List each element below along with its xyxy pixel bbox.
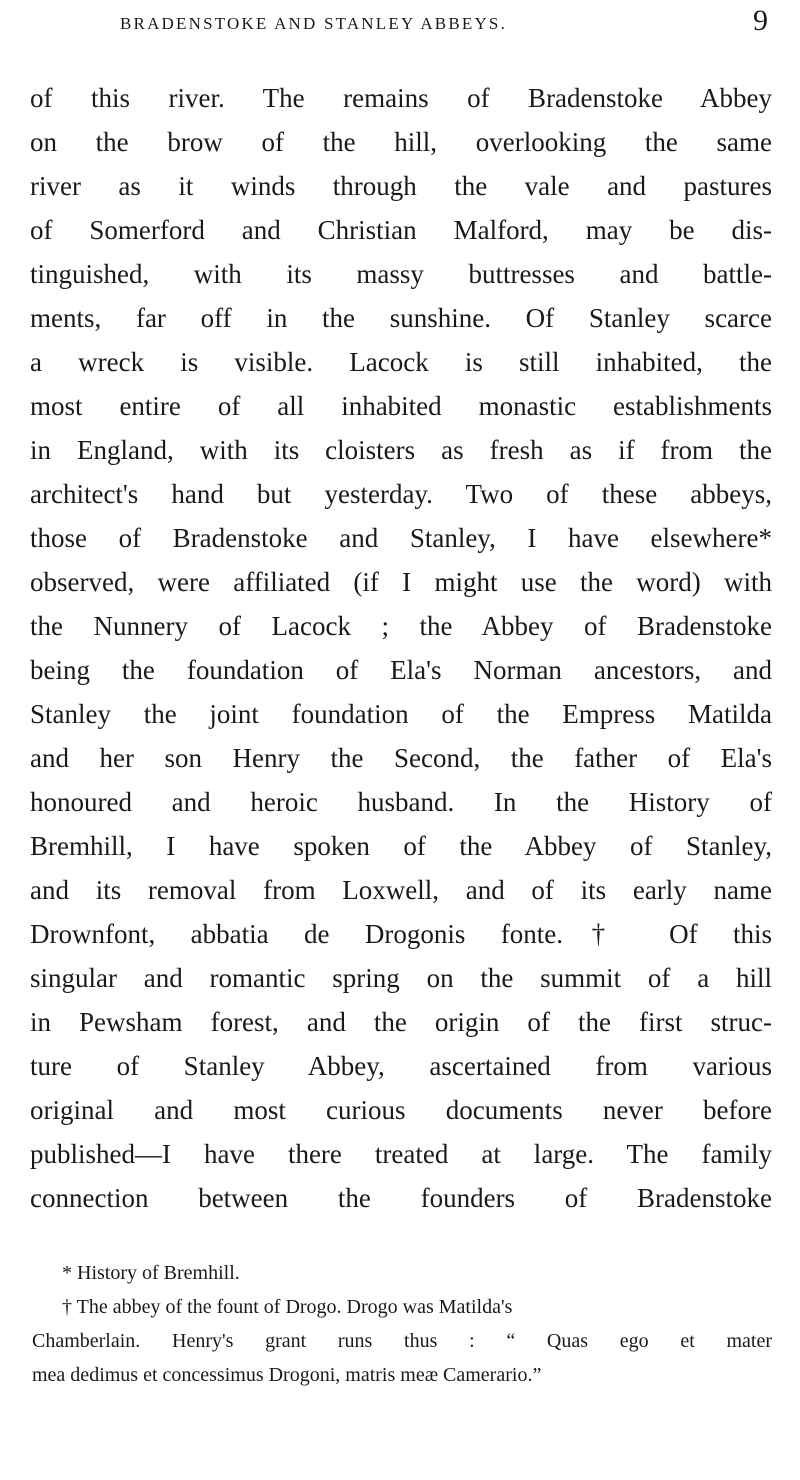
text-line: of Somerford and Christian Malford, may be dis- [30, 215, 772, 245]
text-line: observed, were affiliated (if I might use the word) with [30, 567, 772, 597]
text-line: architect's hand but yesterday. Two of these abbeys, [30, 479, 772, 509]
text-line: a wreck is visible. Lacock is still inhabited, the [30, 347, 772, 377]
body-text [30, 76, 772, 1220]
running-title: BRADENSTOKE AND STANLEY ABBEYS. [120, 14, 508, 33]
text-line: of this river. The remains of Bradenstoke Abbey [30, 83, 772, 113]
text-line: published—I have there treated at large. The family [30, 1139, 772, 1169]
text-line: those of Bradenstoke and Stanley, I have elsewhere* [30, 523, 772, 553]
text-line: and its removal from Loxwell, and of its early name [30, 875, 772, 905]
text-line: connection between the founders of Bradenstoke [30, 1183, 772, 1213]
text-line: Drownfont, abbatia de Drogonis fonte.† Of this [30, 919, 772, 949]
text-line: in England, with its cloisters as fresh as if from the [30, 435, 772, 465]
text-line: singular and romantic spring on the summit of a hill [30, 963, 772, 993]
text-line: Bremhill, I have spoken of the Abbey of Stanley, [30, 831, 772, 861]
text-line: on the brow of the hill, overlooking the same [30, 127, 772, 157]
text-line: in Pewsham forest, and the origin of the first struc- [30, 1007, 772, 1037]
text-line: original and most curious documents never before [30, 1095, 772, 1125]
footnote-2-continued: Chamberlain. Henry's grant runs thus : “ Quas ego et mater [32, 1330, 772, 1352]
text-line: the Nunnery of Lacock ; the Abbey of Bradenstoke [30, 611, 772, 641]
text-line: Stanley the joint foundation of the Empress Matilda [30, 699, 772, 729]
text-line: being the foundation of Ela's Norman ancestors, and [30, 655, 772, 685]
text-line: and her son Henry the Second, the father of Ela's [30, 743, 772, 773]
text-line: river as it winds through the vale and pastures [30, 171, 772, 201]
text-line: ments, far off in the sunshine. Of Stanley scarce [30, 303, 772, 333]
text-line: most entire of all inhabited monastic establishments [30, 391, 772, 421]
text-line: ture of Stanley Abbey, ascertained from various [30, 1051, 772, 1081]
text-line: honoured and heroic husband. In the History of [30, 787, 772, 817]
footnote-2: † The abbey of the fount of Drogo. Drogo was Matilda's [62, 1296, 513, 1318]
page-number: 9 [753, 4, 768, 37]
footnote-1: * History of Bremhill. [62, 1262, 240, 1284]
footnote-2-continued: mea dedimus et concessimus Drogoni, matris meæ Camerario.” [32, 1364, 542, 1386]
text-line: tinguished, with its massy buttresses and battle- [30, 259, 772, 289]
footnotes [32, 1256, 772, 1392]
